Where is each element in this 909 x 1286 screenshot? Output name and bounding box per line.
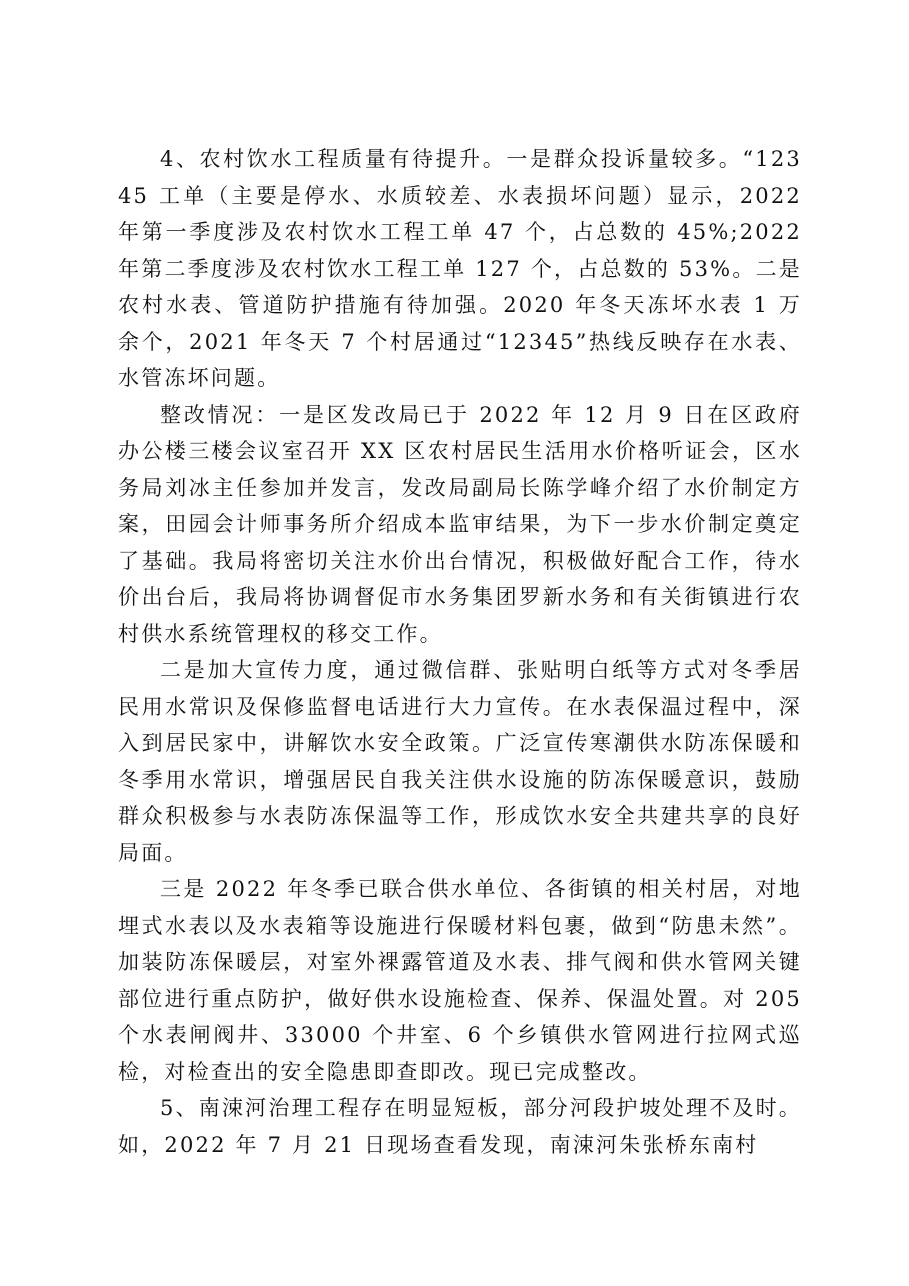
paragraph-item-5-river-governance: 5、南涑河治理工程存在明显短板，部分河段护坡处理不及时。如，2022 年 7 月 21 日现场查看发现，南涑河朱张桥东南村 xyxy=(118,1096,802,1157)
paragraph-item-4-water-quality: 4、农村饮水工程质量有待提升。一是群众投诉量较多。“12345 工单（主要是停水、水质较差、水表损坏问题）显示，2022 年第一季度涉及农村饮水工程工单 47 个，占总数的 45%;2022 年第二季度涉及农村饮水工程工单 127 个，占总数的 53%。二是农村水表、管道防护措施有待加强。2020 年冬天冻坏水表 1 万余个，2021 年冬天 7 个村居通过“12345”热线反映存在水表、水管冻坏问题。 xyxy=(118,147,802,390)
paragraph-winter-protection: 三是 2022 年冬季已联合供水单位、各街镇的相关村居，对地埋式水表以及水表箱等设施进行保暖材料包裹，做到“防患未然”。加装防冻保暖层，对室外裸露管道及水表、排气阀和供水管网关键部位进行重点防护，做好供水设施检查、保养、保温处置。对 205 个水表闸阀井、33000 个井室、6 个乡镇供水管网进行拉网式巡检，对检查出的安全隐患即查即改。现已完成整改。 xyxy=(118,877,802,1084)
paragraph-publicity-measures: 二是加大宣传力度，通过微信群、张贴明白纸等方式对冬季居民用水常识及保修监督电话进行大力宣传。在水表保温过程中，深入到居民家中，讲解饮水安全政策。广泛宣传寒潮供水防冻保暖和冬季用水常识，增强居民自我关注供水设施的防冻保暖意识，鼓励群众积极参与水表防冻保温等工作，形成饮水安全共建共享的良好局面。 xyxy=(118,658,802,865)
document-body xyxy=(118,141,802,1163)
paragraph-rectification-status: 整改情况：一是区发改局已于 2022 年 12 月 9 日在区政府办公楼三楼会议室召开 XX 区农村居民生活用水价格听证会，区水务局刘冰主任参加并发言，发改局副局长陈学峰介绍了水价制定方案，田园会计师事务所介绍成本监审结果，为下一步水价制定奠定了基础。我局将密切关注水价出台情况，积极做好配合工作，待水价出台后，我局将协调督促市水务集团罗新水务和有关街镇进行农村供水系统管理权的移交工作。 xyxy=(118,402,802,646)
